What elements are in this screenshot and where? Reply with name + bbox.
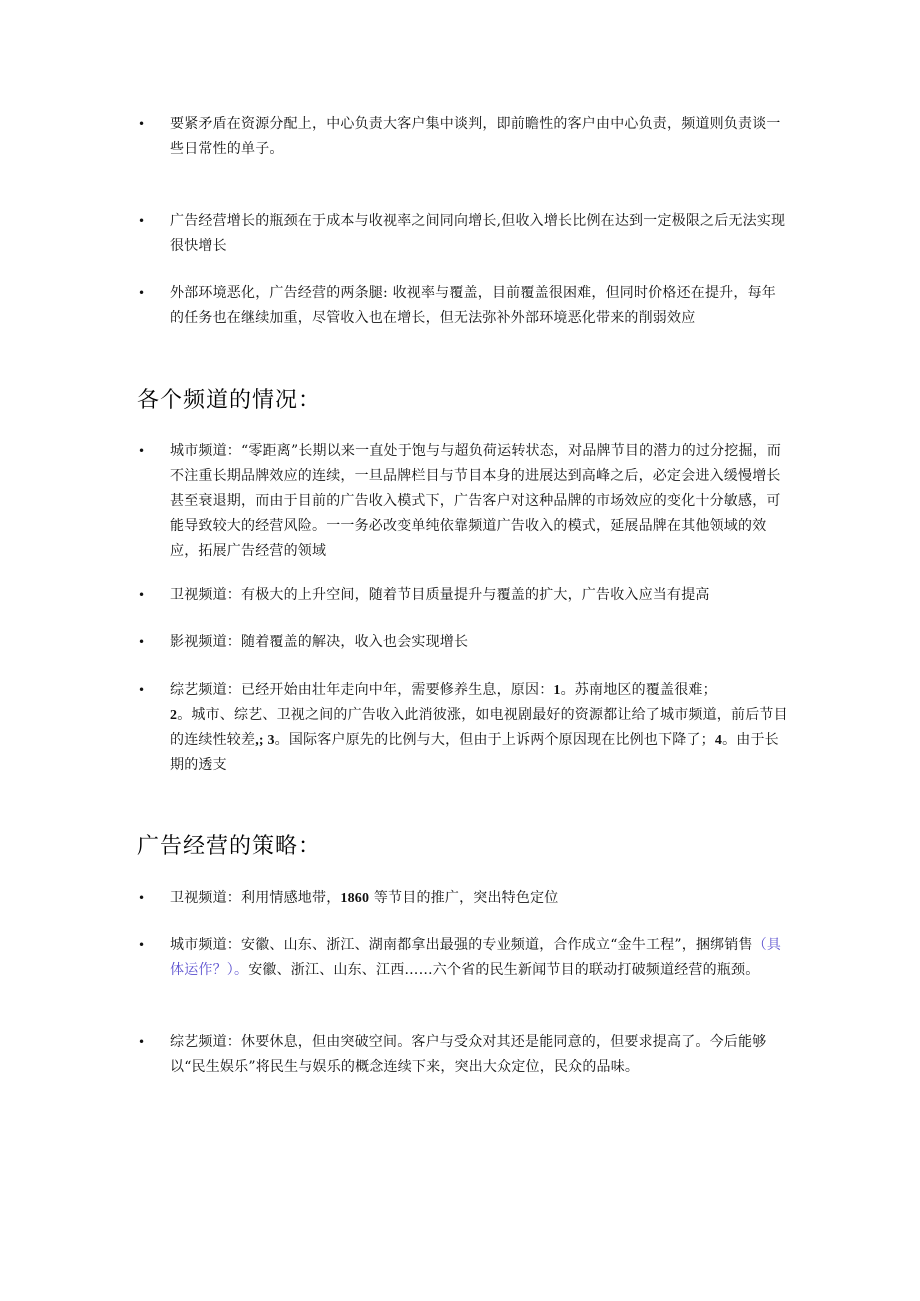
bullet-icon: •	[138, 444, 146, 458]
list-item-text: 外部环境恶化，广告经营的两条腿: 收视率与覆盖，目前覆盖很困难，但同时价格还在提升，每年的任务也在继续加重，尽管收入也在增长，但无法弥补外部环境恶化带来的削弱效应	[170, 285, 776, 326]
number-label: 2	[170, 708, 178, 723]
list-item-text: 综艺频道：休要休息，但由突破空间。客户与受众对其还是能同意的，但要求提高了。今后能够以“民生娱乐”将民生与娱乐的概念连续下来，突出大众定位，民众的品味。	[170, 1034, 767, 1075]
bullet-icon: •	[138, 214, 146, 228]
number-label: 1	[553, 683, 561, 698]
list-item-text	[170, 886, 790, 911]
section-heading: 各个频道的情况：	[137, 388, 322, 413]
text-run: 。苏南地区的覆盖很难；	[560, 682, 717, 698]
list-item-text: 城市频道：“零距离”长期以来一直处于饱与与超负荷运转状态，对品牌节目的潜力的过分挖掘，而不注重长期品牌效应的连续，一旦品牌栏目与节目本身的进展达到高峰之后，必定会进入缓慢增长甚至衰退期，而由于目前的广告收入模式下，广告客户对这种品牌的市场效应的变化十分敏感，可能导致较大的经营风险。一一务必改变单纯依靠频道广告收入的模式，延展品牌在其他领域的效应，拓展广告经营的领域	[170, 443, 782, 559]
inline-note-link[interactable]: （具体运作？）。	[170, 937, 782, 978]
list-item-text: 要紧矛盾在资源分配上，中心负责大客户集中谈判，即前瞻性的客户由中心负责，频道则负责谈一些日常性的单子。	[170, 116, 781, 157]
text-run: 综艺频道：已经开始由壮年走向中年，需要修养生息，原因：	[170, 682, 554, 698]
list-item-text	[170, 678, 790, 778]
bullet-icon: •	[138, 635, 146, 649]
text-run: 。城市、综艺、卫视之间的广告收入此消彼涨，如电视剧最好的资源都让给了城市频道，前后节目的连续性较差	[170, 707, 788, 748]
text-run: 安徽、浙江、山东、江西……六个省的民生新闻节目的联动打破频道经营的瓶颈。	[248, 962, 760, 978]
list-item-text: 影视频道：随着覆盖的解决，收入也会实现增长	[170, 634, 469, 650]
number-label: 1860	[340, 891, 370, 906]
bullet-icon: •	[138, 588, 146, 602]
number-label: ,; 3	[255, 733, 275, 748]
number-label: 4	[714, 733, 723, 748]
text-run: 。由于长期的透支	[170, 732, 779, 773]
text-run: 卫视频道：利用情感地带，	[170, 890, 341, 906]
text-run: 。国际客户原先的比例与大，但由于上诉两个原因现在比例也下降了；	[274, 732, 715, 748]
bullet-icon: •	[138, 117, 146, 131]
list-item-text: 卫视频道：有极大的上升空间，随着节目质量提升与覆盖的扩大，广告收入应当有提高	[170, 587, 710, 603]
bullet-icon: •	[138, 1035, 146, 1049]
bullet-icon: •	[138, 938, 146, 952]
text-run: 城市频道：安徽、山东、浙江、湖南都拿出最强的专业频道，合作成立“金牛工程”，捆绑销售	[170, 937, 753, 953]
list-item-text	[170, 933, 790, 983]
section-heading: 广告经营的策略：	[137, 834, 322, 859]
bullet-icon: •	[138, 891, 146, 905]
text-run: 等节目的推广，突出特色定位	[369, 890, 559, 906]
list-item-text: 广告经营增长的瓶颈在于成本与收视率之间同向增长,但收入增长比例在达到一定极限之后无法实现很快增长	[170, 213, 786, 254]
bullet-icon: •	[138, 286, 146, 300]
bullet-icon: •	[138, 683, 146, 697]
